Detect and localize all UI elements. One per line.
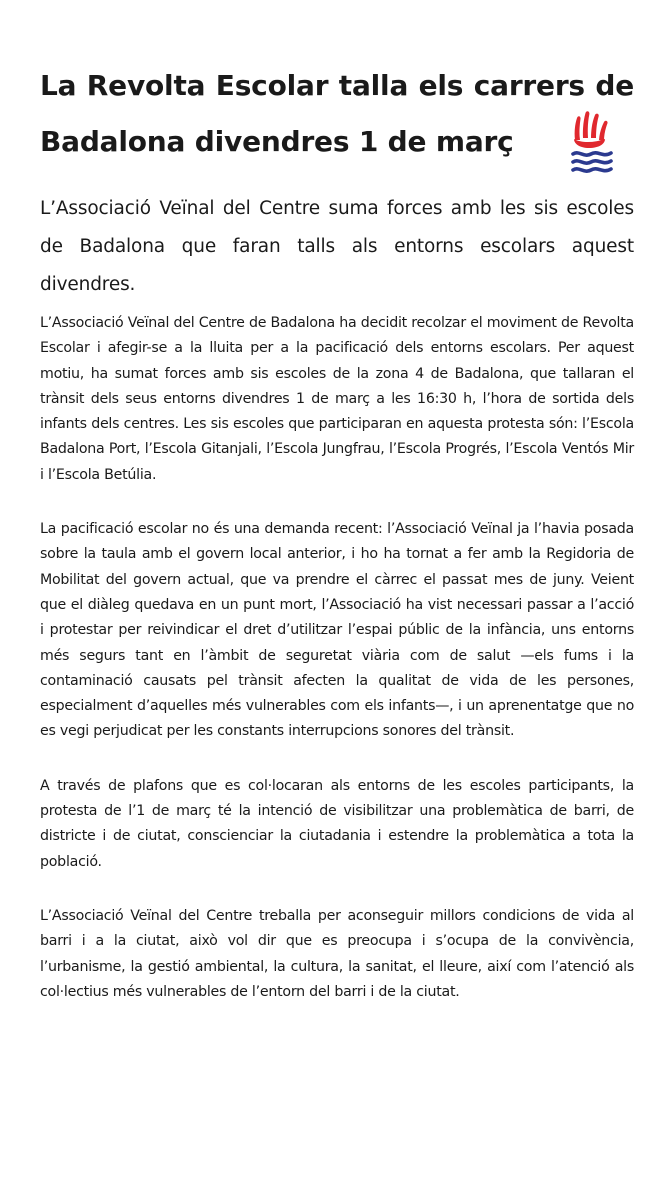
body-paragraph: La pacificació escolar no és una demanda recent: l’Associació Veïnal ja l’havia posada sobre la taula amb el govern local anterior, i ho ha tornat a fer amb la Regidoria de Mobilitat del govern actual, que va prendre el càrrec el passat mes de juny. Veient que el diàleg quedava en un punt mort, l’Associació ha vist necessari passar a l’acció i protestar per reivindicar el dret d’utilitzar l’espai públic de la infància, uns entorns més segurs tant en l’àmbit de seguretat viària com de salut —els fums i la contaminació causats pel trànsit afecten la qualitat de vida de les persones, especialment d’aquelles més vulnerables com els infants—, i un aprenentatge que no es vegi perjudicat per les constants interrupcions sonores del trànsit. [40, 521, 634, 740]
body-paragraph: A través de plafons que es col·locaran als entorns de les escoles participants, la protesta de l’1 de març té la intenció de visibilitzar una problemàtica de barri, de districte i de ciutat, conscienciar la ciutadania i estendre la problemàtica a tota la població. [40, 777, 634, 870]
body-paragraph: L’Associació Veïnal del Centre de Badalona ha decidit recolzar el moviment de Revolta Escolar i afegir-se a la lluita per a la pacificació dels entorns escolars. Per aquest motiu, ha sumat forces amb sis escoles de la zona 4 de Badalona, que tallaran el trànsit dels seus entorns divendres 1 de març a les 16:30 h, l’hora de sortida dels infants dels centres. Les sis escoles que participaran en aquesta protesta són: l’Escola Badalona Port, l’Escola Gitanjali, l’Escola Jungfrau, l’Escola Progrés, l’Escola Ventós Mir i l’Escola Betúlia. [40, 315, 634, 483]
article-body [40, 311, 634, 1034]
article-title [40, 58, 634, 170]
body-paragraph: L’Associació Veïnal del Centre treballa per aconseguir millors condicions de vida al barri i a la ciutat, això vol dir que es preocupa i s’ocupa de la convivència, l’urbanisme, la gestió ambiental, la cultura, la sanitat, el lleure, així com l’atenció als col·lectius més vulnerables de l’entorn del barri i de la ciutat. [40, 907, 634, 1000]
raised-hand-waves-logo-icon [569, 110, 615, 176]
article-header [40, 58, 634, 304]
article-title-line2: Badalona divendres 1 de març [40, 125, 514, 158]
article-subtitle: L’Associació Veïnal del Centre suma forces amb les sis escoles de Badalona que faran talls als entorns escolars aquest divendres. [40, 198, 634, 295]
article-title-line1: La Revolta Escolar talla els carrers de [40, 69, 634, 102]
